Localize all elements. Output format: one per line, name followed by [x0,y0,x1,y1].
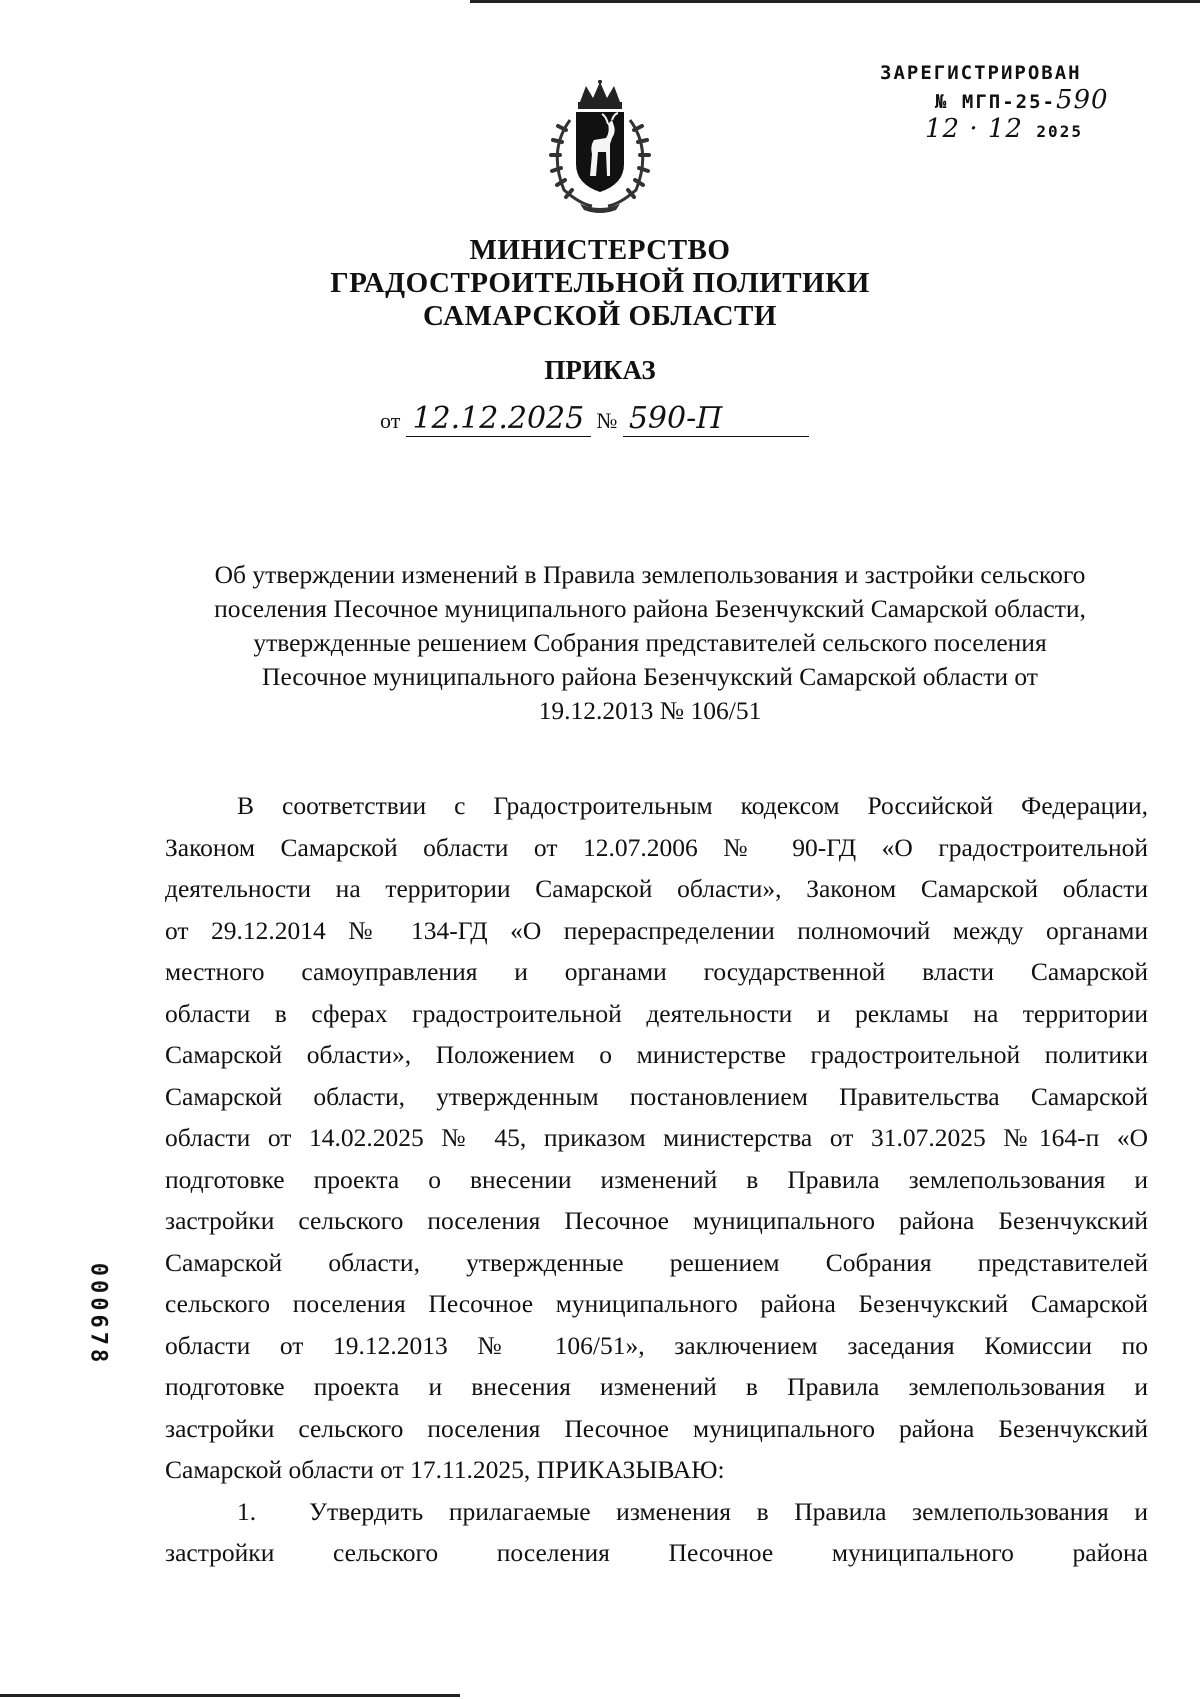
order-date-number [380,402,809,437]
stamp-number-handwritten: 590 [1055,85,1109,115]
scan-edge-top [470,0,1200,3]
document-type: ПРИКАЗ [544,355,656,385]
scan-edge-bottom [0,1694,460,1697]
body-line: Самарской области», Положением о министерстве градостроительной политики [165,1040,1148,1069]
body-line: местного самоуправления и органами государственной власти Самарской [165,957,1148,986]
ministry-line-3: САМАРСКОЙ ОБЛАСТИ [423,300,777,332]
stamp-line-3 [880,116,1140,145]
body-line: Самарской области, утвержденным постановлением Правительства Самарской [165,1081,1148,1111]
stamp-number-prefix: № МГП-25- [935,91,1056,113]
stamp-year: 2025 [1036,122,1083,141]
registration-stamp [880,60,1140,145]
body-line: застройки сельского поселения Песочное муниципального района Безенчукский [165,1206,1148,1235]
side-serial-number [78,1262,118,1382]
subject-line: утвержденные решением Собрания представителей сельского поселения [253,628,1047,657]
number-prefix: № [596,408,618,433]
body-line: сельского поселения Песочное муниципального района Безенчукский Самарской [165,1289,1148,1318]
subject-line: Об утверждении изменений в Правила землепользования и застройки сельского [214,560,1086,589]
body-line: подготовке проекта о внесении изменений в Правила землепользования и [165,1164,1148,1194]
subject-line: Песочное муниципального района Безенчукский Самарской области от [262,662,1038,691]
body-line: Законом Самарской области от 12.07.2006 № 90-ГД «О градостроительной [165,832,1148,862]
order-number-handwritten: 590-П [623,402,809,437]
ministry-name [250,234,950,333]
subject-line: 19.12.2013 № 106/51 [538,696,762,725]
stamp-date-handwritten: 12 · 12 [925,114,1023,144]
body-line: Самарской области, утвержденные решением Собрания представителей [165,1247,1148,1277]
body-line: области в сферах градостроительной деятельности и рекламы на территории [165,998,1148,1028]
body-line: подготовке проекта и внесения изменений в Правила землепользования и [165,1372,1148,1401]
subject-line: поселения Песочное муниципального района Безенчукский Самарской области, [214,594,1086,623]
coat-of-arms-icon [530,80,670,214]
body-line-last: Самарской области от 17.11.2025, ПРИКАЗЫВАЮ: [165,1455,725,1484]
body-line: застройки сельского поселения Песочное муниципального района Безенчукский [165,1413,1148,1443]
body-line: от 29.12.2014 № 134-ГД «О перераспределении полномочий между органами [165,915,1148,945]
body-line: области от 14.02.2025 № 45, приказом министерства от 31.07.2025 №164-п «О [165,1123,1148,1152]
list-item-1-continuation: застройки сельского поселения Песочное муниципального района [165,1538,1148,1567]
body-line: В соответствии с Градостроительным кодексом Российской Федерации, [237,791,1148,820]
order-date-handwritten: 12.12.2025 [406,402,591,437]
body-line: деятельности на территории Самарской области», Законом Самарской области [165,874,1148,903]
ministry-line-1: МИНИСТЕРСТВО [469,234,731,266]
ministry-line-2: ГРАДОСТРОИТЕЛЬНОЙ ПОЛИТИКИ [330,267,870,299]
stamp-line-2 [880,87,1140,116]
body-line: области от 19.12.2013 № 106/51», заключением заседания Комиссии по [165,1330,1148,1360]
list-item-1 [165,1491,1148,1533]
document-body [165,785,1148,1574]
list-item-text: Утвердить прилагаемые изменения в Правила землепользования и [309,1496,1148,1526]
document-subject [160,558,1140,728]
date-prefix: от [380,408,401,433]
list-item-number: 1. [237,1496,257,1526]
stamp-line-1: ЗАРЕГИСТРИРОВАН [880,62,1082,84]
side-serial-text: 000678 [85,1262,111,1367]
